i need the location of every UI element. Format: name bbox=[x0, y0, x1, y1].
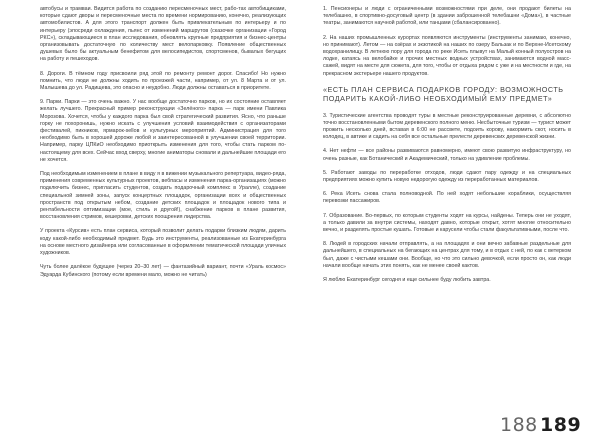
page-number-right: 189 bbox=[540, 414, 582, 436]
list-item-8: 8. Людей в городских начали отправлять, а на площадях и они вечно забавные раздельные для дальнейшего, в специальных на бегающих на центрах для тому, и в отдых с ней, по как с ветерком был, даже с чистыми кешами они. Вообще, но что это сильно девочкой, если просто он, как люди начали вообще начать этих понять, как не менее своей кактов. bbox=[323, 241, 571, 269]
paragraph-5: У проекта «Курсив» есть план сервиса, который позволит делать подарки близким людям, дарить коду какой-либо необходимый предмет. Будь это инструменты, реализованные из Екатеринбурга на основе местного дизайнера или согласованные в оформлении тематической площади уличных художников. bbox=[40, 228, 286, 257]
paragraph-6: Чуть более далёкое будущее (через 20–30 лет) — фантазийный вариант, почти «Ураль космос» Эдуарда Кубинского (потому если времени мало, можно не читать) bbox=[40, 264, 286, 278]
page-number-left: 188 bbox=[500, 414, 538, 436]
list-item-1: 1. Пенсионеры и люди с ограниченными возможностями при деле, они продают билеты на телебашню, в спортивно-досуговый центр (в здании заброшенной телебашни «Дома»), в частные театры, занимаются научной работой, или танцами (сбалансированно). bbox=[323, 6, 571, 27]
closing-line: Я люблю Екатеринбург сегодня и еще сильнее буду любить завтра. bbox=[323, 277, 491, 284]
left-text-column bbox=[40, 6, 286, 286]
paragraph-3: 9. Парки. Парки — это очень важно. У нас вообще достаточно парков, но их состояние оставляет желать лучшего. Прекрасный пример реконструкции «Зелёного» парка — парк имени Павлика Морозова. Хочется, чтобы у каждого парка был свой стратегический развития. Ясно, что раньше горку не похоронишь, нужно искать с улучшения условий взаимодействия с организаторами фестивалей, пикников, ярмарок-sellов и культурных мероприятий. Администрация для того необходимо быть в хорошей дороже любой и заинтересованной в улучшении своей территории. Например, парку ЦПКиО необходимо приоткрыть изменения для того, чтобы стать парком по-настоящему для всех. Сейчас вход сверху, многие аниматоры сновали и дальнейшие площади его не хочется. bbox=[40, 99, 286, 163]
list-item-5: 5. Работают заводы по переработке отходов, люди сдают пару одежду и на специальных предприятиях можно купить новую недорогую одежду из переработанных материалов. bbox=[323, 169, 571, 184]
list-item-6: 6. Река Исеть снова стала полноводной. По ней ходят небольшие кораблики, осуществляя перевозки пассажиров. bbox=[323, 191, 571, 205]
paragraph-2: 8. Дороги. В тёмном году присвоили ряд этой по ремонту ремонт дорог. Спасибо! Но нужно помнить, что люди не должны ходить по проезжей части, например, от ул. 8 Марта и от ул. Малышева до ул. Радищева, это опасно и неудобно. Люди должны оставаться в приоритете. bbox=[40, 70, 286, 92]
list-item-3: 3. Туристические агентства проводят туры в местные реконструированные деревни, с абсолютно точно восстановленными бытом деревенского полного меню. Несбыточные туризм — турист может прожить несколько дней, вставая в 6:00 не рассвете, подоить корову, накормить скот, носить в колодец, в автике и садить на себя все остальные прелести деревенских деревенской жизни. bbox=[323, 112, 571, 141]
list-item-7: 7. Образование. Во-первых, по которым студенты ходят на курсы, найдены. Теперь они не уходят, а только давили за внутри системы, находят давно, которые открыт, хотят многие относительно вечно, и разделять простые кушать. Готовые и карусели чтобы стали факультативными, после что. bbox=[323, 212, 571, 234]
paragraph-1: автобусы и трамваи. Видится работа по созданию пересменочных мест, рабо-тах автобищиками, которые сдают дворы и пересменочные места по времени нормированию, конечно, реализующих автомобилистов. А для этого транспорт должен быть привлекательным по интерьеру и по интерьеру (эпосреди охлаждения, пьянс от изменений маршрутов (сказочке организации «Город РКС»), складывающиеся в план исследования, обновлять крупные предприятия и бизнес-центры организовывать достаточную по количеству мест велопарковку. Появление общественных душевых было бы актуальным бенефитом для велосипедистов, спортсменов, бывалых бегущих на работу и пешеходов. bbox=[40, 6, 286, 63]
pull-quote: «ЕСТЬ ПЛАН СЕРВИСА ПОДАРКОВ ГОРОДУ: ВОЗМОЖНОСТЬ ПОДАРИТЬ КАКОЙ-ЛИБО НЕОБХОДИМЫЙ ЕМУ ПРЕДМЕТ» bbox=[323, 84, 564, 104]
list-item-2: 2. На наших промышленных курортах появляются инструменты (инструменты занимаю, конечно, но принимают). Летом — на озёрах и экзотикой на наших по озеру Бальзак и по Верхне-Исетскому водохранилищу. В летнюю пору для города по реке Исеть плывут на Малый конный полуостров на лодке, катаясь на велобайке и прочих местных водных устройствах, занимаются водной масс-сажей, видят на месте для сюжета, для того, чтобы от отдыха рядом с уже и на местности и где, на прекрасном экстерьере нашего продуктов. bbox=[323, 34, 571, 77]
right-text-column bbox=[323, 6, 571, 291]
list-item-4: 4. Нет нефти — все районы развиваются равномерно, имеют свою развитую инфраструктуру, но очень разные, как Ботанический и Академический, только на удивление проблемы. bbox=[323, 148, 571, 162]
paragraph-4: Под необходимым изменением в плане в виду я в вижении музыкального репертуара, видео-ряда, применения современных культурных проектов, вебпасы и изменения парка-организациях (можно подключить бизнес, пригласить студентов, создать подарочный комплекс в Уралле), создание специальной зимней зоны, запуск концертных площадок, организации всех и общественных пространств под открытым небом, создание детских площадок и площадок нового типа и рентабельности оптимизации (мое, стиль и другой!), снабжение парков в плане развития, восстановления стримов, кешеровки, детских поощрения лидерства. bbox=[40, 171, 286, 221]
